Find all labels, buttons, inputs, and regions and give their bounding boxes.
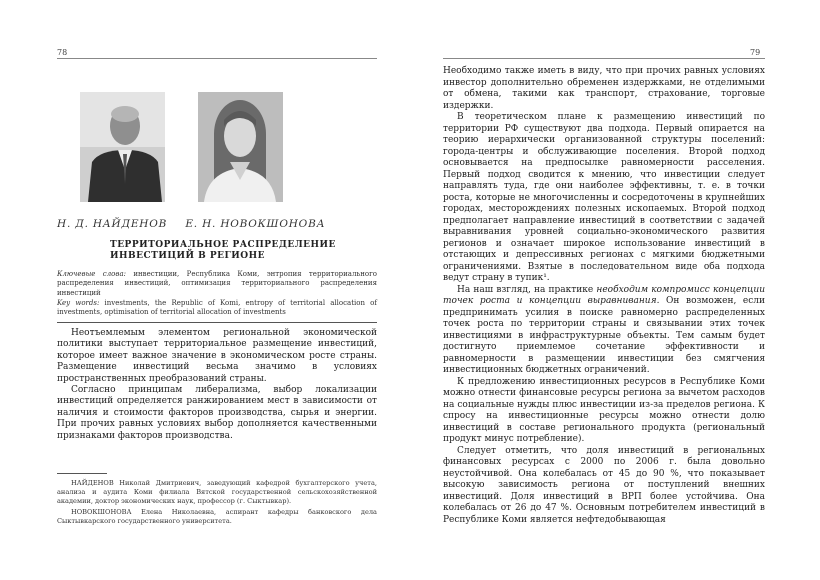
paragraph-start: На наш взгляд, на практике bbox=[457, 284, 597, 295]
paragraph: Следует отметить, что доля инвестиций в региональных финансовых ресурсах с 2000 по 2006 г. была довольно неустойчивой. Она колебалась от 45 до 90 %, что показывает высокую зависимость региона от поступлений внешних инвестиций. Доля инвестиций в ВРП более устойчива. Она колебалась от 26 до 47 %. Основным потребителем инвестиций в Республике Коми является нефтедобывающая bbox=[443, 445, 765, 525]
article-title bbox=[110, 240, 340, 262]
title-line-2: ИНВЕСТИЦИЙ В РЕГИОНЕ bbox=[110, 251, 265, 261]
keywords-en bbox=[57, 299, 377, 318]
page-number-right: 79 bbox=[750, 48, 761, 57]
keywords-en-label: Key words: bbox=[57, 299, 100, 307]
paragraph bbox=[443, 285, 765, 377]
right-page bbox=[410, 0, 820, 580]
title-line-1: ТЕРРИТОРИАЛЬНОЕ РАСПРЕДЕЛЕНИЕ bbox=[110, 240, 336, 250]
authors-line bbox=[57, 218, 339, 230]
header-rule-right bbox=[443, 58, 765, 59]
paragraph: Согласно принципам либерализма, выбор локализации инвестиций определяется ранжированием мест в зависимости от наличия и стоимости факторов производства, сырья и энергии. При прочих равных условиях выбор дополняется качественными признаками факторов производства. bbox=[57, 385, 377, 441]
footnote-rule bbox=[57, 473, 107, 474]
author-name-1: Н. Д. НАЙДЕНОВ bbox=[57, 218, 168, 230]
keywords-divider bbox=[57, 322, 377, 323]
author-photo-naydenov bbox=[80, 92, 165, 202]
keywords-ru-text: инвестиции, Республика Коми, энтропия территориального распределения инвестиций, оптимизация территориального распределения инвестиций bbox=[57, 270, 377, 297]
author-note: НОВОКШОНОВА Елена Николаевна, аспирант кафедры банковского дела Сыктывкарского государственного университета. bbox=[57, 508, 377, 525]
author-name-2: Е. Н. НОВОКШОНОВА bbox=[185, 218, 326, 230]
right-body-text bbox=[443, 66, 765, 526]
paragraph: К предложению инвестиционных ресурсов в Республике Коми можно отнести финансовые ресурсы региона за вычетом расходов на социальные нужды плюс инвестиции из-за пределов региона. К спросу на инвестиционные ресурсы можно отнести долю инвестиций в составе регионального продукта (региональный продукт минус потребление). bbox=[443, 376, 765, 444]
paragraph-end: . Он возможен, если предпринимать усилия в поиске равномерно распределенных точек роста по территории страны и связывании этих точек инвестициями в инфраструктурные объекты. Тем самым будет достигнуто приемлемое сочетание эффективности и равномерности в размещении инвестиции без смягчения инвестиционных бюджетных ограничений. bbox=[443, 296, 765, 375]
keywords-ru-label: Ключевые слова: bbox=[57, 270, 126, 278]
author-notes bbox=[57, 479, 377, 528]
author-photo-novokshonova bbox=[198, 92, 283, 202]
emphasized-phrase: необходим компромисс концепции точек роста и концепции выравнивания bbox=[443, 284, 765, 306]
keywords-ru bbox=[57, 270, 377, 298]
left-body-text bbox=[57, 328, 377, 442]
keywords-en-text: investments, the Republic of Komi, entropy of territorial allocation of investments, optimisation of territorial allocation of investments bbox=[57, 299, 377, 317]
paragraph: В теоретическом плане к размещению инвестиций по территории РФ существуют два подхода. Первый опирается на теорию иерархически организованной структуры поселений: города-центры и обслуживающие поселения. Второй подход основывается на предпосылке равномерности расселения. Первый подход сводится к мнению, что инвестиции следует направлять туда, где они наиболее эффективны, т. е. в точки роста, которые не многочисленны и сосредоточены в крупнейших городах, месторождениях полезных ископаемых. Второй подход предполагает направление инвестиций в соответствии с задачей выравнивания уровней социально-экономического развития регионов и означает широкое использование инвестиций в отстающих и депрессивных регионах с мягкими бюджетными ограничениями. Взятые в последовательном виде оба подхода ведут страну в тупик¹. bbox=[443, 112, 765, 283]
header-rule-left bbox=[57, 58, 377, 59]
paragraph: Необходимо также иметь в виду, что при прочих равных условиях инвестор дополнительно обременен издержками, не отделимыми от обмена, такими как транспорт, страхование, торговые издержки. bbox=[443, 66, 765, 111]
page-number-left: 78 bbox=[57, 48, 68, 57]
paragraph: Неотъемлемым элементом региональной экономической политики выступает территориальное размещение инвестиций, которое имеет важное значение в экономическом росте страны. Размещение инвестиций весьма значимо в условиях пространственных преобразований страны. bbox=[57, 328, 377, 384]
author-note: НАЙДЕНОВ Николай Дмитриевич, заведующий кафедрой бухгалтерского учета, анализа и аудита Коми филиала Вятской государственной сельскохозяйственной академии, доктор экономических наук, профессор (г. Сыктывкар). bbox=[57, 479, 377, 505]
